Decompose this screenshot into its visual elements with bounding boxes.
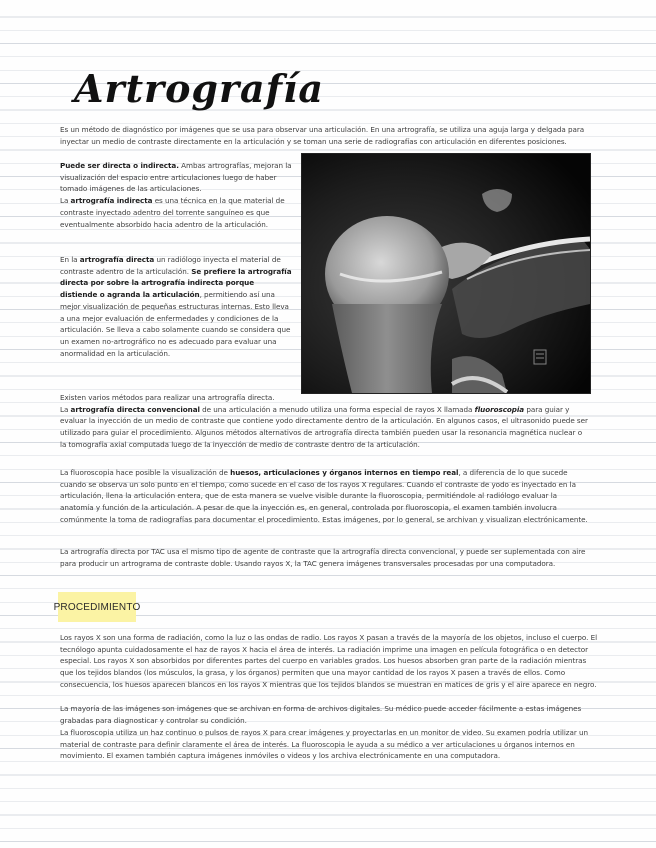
- procedure-paragraph-1: [60, 632, 600, 691]
- fluoro-paragraph: [60, 467, 588, 526]
- direct-term: artrografía directa: [79, 255, 155, 264]
- direct-paragraph: [60, 254, 293, 359]
- fluoro-strong: huesos, articulaciones y órganos internos en tiempo real: [230, 468, 459, 477]
- procedure-text-2: La mayoría de las imágenes son imágenes que se archivan en forma de archivos digitales. Su médico puede acceder fácilmente a estas imágenes grabadas para diagnosticar y controlar su condición.: [60, 704, 582, 725]
- direct-rest: , permitiendo así una mejor visualización de pequeñas estructuras internas. Esto lleva a una mejor evaluación de enfermedades y condiciones de la articulación. Se lleva a cabo solamente cuando se considera que un examen no-artrográfico no es adecuado para evaluar una anormalidad en la articulación.: [60, 290, 291, 358]
- methods-term: artrografía directa convencional: [70, 404, 200, 414]
- tac-text: La artrografía directa por TAC usa el mismo tipo de agente de contraste que la artrografía directa convencional, y puede ser suplementada con aire para producir un artrograma de contraste doble. Usando rayos X, la TAC genera imágenes transversales procesadas por una computadora.: [60, 547, 586, 568]
- types-lead: Puede ser directa o indirecta.: [60, 161, 179, 170]
- procedure-paragraph-2: [60, 703, 600, 726]
- xray-graphic: [302, 154, 590, 393]
- intro-paragraph: [60, 124, 588, 147]
- fluoro-rest: , a diferencia de lo que sucede cuando se observa un solo punto en el tiempo, como sucede en el caso de los rayos X regulares. Cuando el contraste de yodo es inyectado en la articulación, llena la articulación entera, que de esta manera se vuelve visible durante la fluoroscopia, permitiéndole al radiólogo evaluar la anatomía y función de la articulación. A pesar de que la inyección es, en general, controlada por fluoroscopia, el examen también involucra comúnmente la toma de radiografías para documentar el procedimiento. Estas imágenes, por lo general, se archivan y visualizan electrónicamente.: [60, 468, 588, 524]
- procedure-paragraph-3: [60, 727, 600, 762]
- direct-pre: En la: [60, 255, 80, 264]
- methods-pre: La: [60, 404, 71, 414]
- page-title: Artrografía: [74, 66, 325, 111]
- indirect-pre: La: [60, 196, 71, 206]
- procedure-heading: PROCEDIMIENTO: [58, 592, 136, 622]
- fluoro-pre: La fluoroscopia hace posible la visualización de: [60, 468, 231, 477]
- methods-mid: de una articulación a menudo utiliza una forma especial de rayos X llamada: [199, 404, 475, 414]
- indirect-term: artrografía indirecta: [70, 196, 153, 206]
- procedure-text-1: Los rayos X son una forma de radiación, como la luz o las ondas de radio. Los rayos X pasan a través de la mayoría de los objetos, incluso el cuerpo. El tecnólogo apunta cuidadosamente el haz de rayos X hacia el área de interés. La radiación imprime una imagen en película fotográfica o en detector especial. Los rayos X son absorbidos por diferentes partes del cuerpo en variables grados. Los huesos absorben gran parte de la radiación mientras que los tejidos blandos (los músculos, la grasa, y los órganos) permiten que una mayor cantidad de los rayos X pasen a través de ellos. Como consecuencia, los huesos aparecen blancos en los rayos X mientras que los tejidos blandos se muestran en matices de gris y el aire aparece en negro.: [60, 633, 598, 689]
- types-lead-rest: Ambas artrografías, mejoran la visualización del espacio entre articulaciones luego de haber tomado imágenes de las articulaciones.: [60, 161, 292, 194]
- methods-paragraph: [60, 392, 588, 451]
- tac-paragraph: [60, 546, 588, 569]
- types-paragraph: [60, 160, 293, 230]
- direct-strong: Se prefiere la artrografía directa por sobre la artrografía indirecta porque distiende o agranda la articulación: [60, 266, 292, 300]
- methods-line1: Existen varios métodos para realizar una artrografía directa.: [60, 393, 275, 402]
- procedure-text-3: La fluoroscopia utiliza un haz continuo o pulsos de rayos X para crear imágenes y proyectarlas en un monitor de video. Su examen podría utilizar un material de contraste para definir claramente el área de interés. La fluoroscopia le ayuda a su médico a ver articulaciones u órganos internos en movimiento. El examen también captura imágenes inmóviles o videos y los archiva electrónicamente en una computadora.: [60, 728, 589, 761]
- methods-rest: para guiar y evaluar la inyección de un medio de contraste que contiene yodo directamente dentro de la articulación. En algunos casos, el ultrasonido puede ser utilizado para guiar el procedimiento. Algunos métodos alternativos de artrografía directa también pueden usar la resonancia magnética nuclear o la tomografía axial computada luego de la inyección de medio de contraste dentro de la articulación.: [60, 404, 588, 449]
- methods-term2: fluoroscopia: [474, 404, 525, 414]
- indirect-text: es una técnica en la que material de contraste inyectado adentro del torrente sanguíneo es que eventualmente absorbido hacia adentro de la articulación.: [60, 196, 285, 229]
- intro-text: Es un método de diagnóstico por imágenes que se usa para observar una articulación. En una artrografía, se utiliza una aguja larga y delgada para inyectar un medio de contraste directamente en la articulación y se toman una serie de radiografías con articulación en diferentes posiciones.: [60, 125, 585, 146]
- direct-mid: un radiólogo inyecta el material de contraste adentro de la articulación.: [60, 255, 281, 276]
- shoulder-xray-image: [301, 153, 591, 394]
